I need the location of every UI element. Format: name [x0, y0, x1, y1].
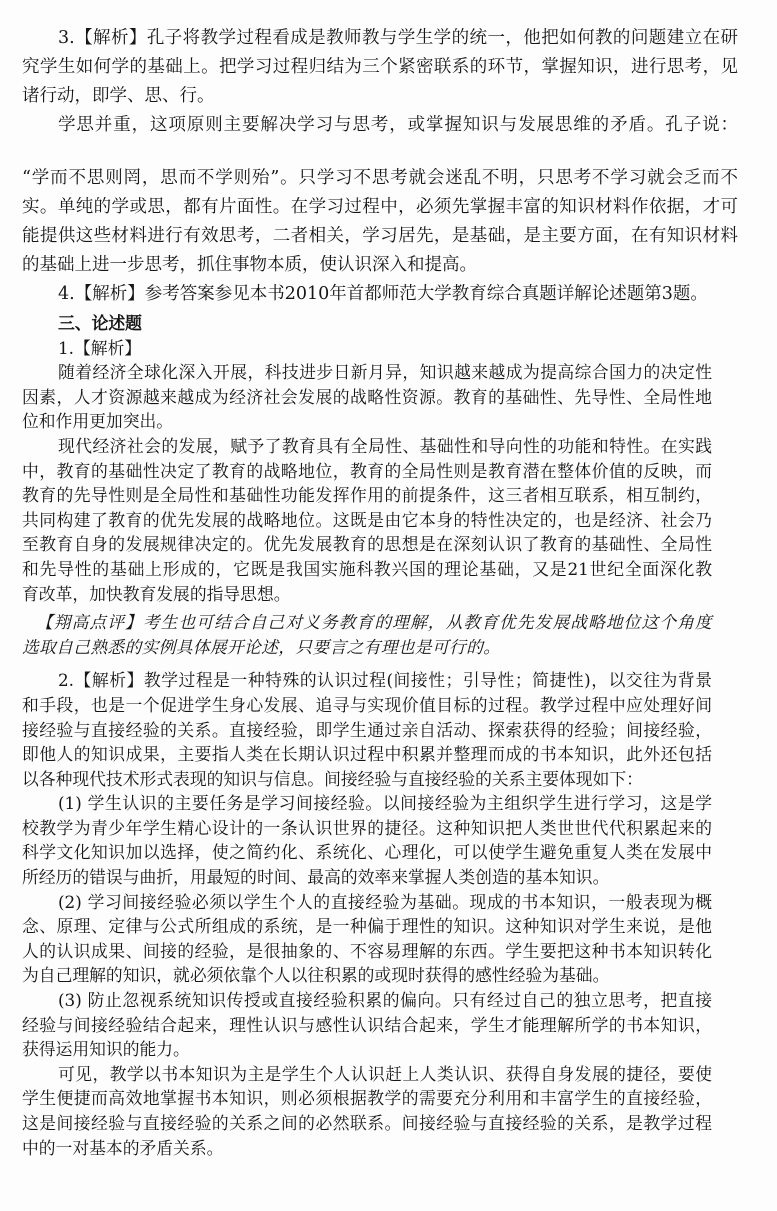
- text-line: 共同构建了教育的优先发展的战略地位。这既是由它本身的特性决定的，也是经济、社会乃: [22, 509, 712, 530]
- text-line: (2) 学习间接经验必须以学生个人的直接经验为基础。现成的书本知识，一般表现为概: [58, 891, 712, 912]
- essay-2-conclusion: [22, 1062, 712, 1160]
- text-line: 1.【解析】: [58, 337, 142, 358]
- text-line: 和手段，也是一个促进学生身心发展、追寻与实现价值目标的过程。教学过程中应处理好间: [22, 694, 712, 715]
- text-line: 获得运用知识的能力。: [22, 1039, 190, 1060]
- text-line: 因素，人才资源越来越成为经济社会发展的战略性资源。教育的基础性、先导性、全局性地: [22, 386, 712, 407]
- text-line: 选取自己熟悉的实例具体展开论述，只要言之有理也是可行的。: [22, 636, 501, 657]
- text-line: 为自己理解的知识，就必须依靠个人以往积累的或现时获得的感性经验为基础。: [22, 965, 610, 986]
- text-line: 念、原理、定律与公式所组成的系统，是一种偏于理性的知识。这种知识对学生来说，是他: [22, 916, 712, 937]
- text-line: “学而不思则罔，思而不学则殆”。只学习不思考就会迷乱不明，只思考不学习就会乏而不: [22, 168, 738, 188]
- essay-1-paragraph-2: [22, 434, 712, 606]
- essay-1-paragraph-1: [22, 360, 712, 434]
- text-line: (3) 防止忽视系统知识传授或直接经验积累的偏向。只有经过自己的独立思考，把直接: [58, 990, 712, 1011]
- text-line: 学思并重，这项原则主要解决学习与思考，或掌握知识与发展思维的矛盾。孔子说：: [58, 115, 738, 135]
- text-line: 2.【解析】教学过程是一种特殊的认识过程(间接性；引导性；简捷性)，以交往为背景: [58, 670, 712, 691]
- text-line: 经验与间接经验结合起来，理性认识与感性认识结合起来，学生才能理解所学的书本知识，: [22, 1014, 712, 1035]
- text-line: 究学生如何学的基础上。把学习过程归结为三个紧密联系的环节，掌握知识，进行思考，见: [22, 57, 738, 77]
- answer-3-paragraph: [22, 24, 738, 111]
- expert-comment: [22, 610, 712, 659]
- text-line: 教育的先导性则是全局性和基础性功能发挥作用的前提条件，这三者相互联系，相互制约，: [22, 485, 712, 506]
- text-line: 【翔高点评】考生也可结合自己对义务教育的理解，从教育优先发展战略地位这个角度: [36, 612, 712, 633]
- text-line: 现代经济社会的发展，赋予了教育具有全局性、基础性和导向性的功能和特性。在实践: [58, 435, 712, 456]
- text-line: 人的认识成果、间接的经验，是很抽象的、不容易理解的东西。学生要把这种书本知识转化: [22, 940, 712, 961]
- document-page: [22, 24, 738, 1160]
- text-line: 和先导性的基础上形成的，它既是我国实施科教兴国的理论基础，又是21世纪全面深化教: [22, 558, 712, 579]
- text-line: 科学文化知识加以选择，使之简约化、系统化、心理化，可以使学生避免重复人类在发展中: [22, 842, 712, 863]
- section-essay-questions: [22, 311, 712, 1160]
- text-line: 诸行动，即学、思、行。: [22, 86, 215, 106]
- text-line: 中，教育的基础性决定了教育的战略地位，教育的全局性则是教育潜在整体价值的反映，而: [22, 460, 712, 481]
- essay-1-label: [22, 336, 712, 361]
- text-line: 位和作用更加突出。: [22, 411, 174, 432]
- text-line: 育改革，加快教育发展的指导思想。: [22, 583, 291, 604]
- text-line: 随着经济全球化深入开展，科技进步日新月异，知识越来越成为提高综合国力的决定性: [58, 362, 712, 383]
- text-line: 学生便捷而高效地掌握书本知识，则必须根据教学的需要充分利用和丰富学生的直接经验，: [22, 1088, 712, 1109]
- text-line: 所经历的错误与曲折，用最短的时间、最高的效率来掌握人类创造的基本知识。: [22, 867, 610, 888]
- text-line: 校教学为青少年学生精心设计的一条认识世界的捷径。这种知识把人类世世代代积累起来的: [22, 817, 712, 838]
- text-line: 4.【解析】参考答案参见本书2010年首都师范大学教育综合真题详解论述题第3题。: [58, 284, 708, 304]
- text-line: 的基础上进一步思考，抓住事物本质，使认识深入和提高。: [22, 255, 477, 275]
- essay-2-point-2: [22, 890, 712, 988]
- essay-2-intro-paragraph: [22, 668, 712, 791]
- text-line: 这是间接经验与直接经验的关系之间的必然联系。间接经验与直接经验的关系，是教学过程: [22, 1113, 712, 1133]
- section-heading: [22, 311, 712, 336]
- text-line: (1) 学生认识的主要任务是学习间接经验。以间接经验为主组织学生进行学习，这是学: [58, 793, 712, 814]
- section-short-answers: [22, 24, 738, 309]
- answer-4-paragraph: [22, 280, 738, 309]
- text-line: 3.【解析】孔子将教学过程看成是教师教与学生学的统一，他把如何教的问题建立在研: [58, 28, 738, 48]
- text-line: 中的一对基本的矛盾关系。: [22, 1137, 224, 1158]
- text-line: 接经验与直接经验的关系。直接经验，即学生通过亲自活动、探索获得的经验；间接经验，: [22, 719, 712, 740]
- text-line: 以各种现代技术形式表现的知识与信息。间接经验与直接经验的关系主要体现如下：: [22, 768, 643, 789]
- text-line: 能提供这些材料进行有效思考，二者相关，学习居先，是基础，是主要方面，在有知识材料: [22, 226, 738, 246]
- learning-thinking-paragraph: [22, 111, 738, 140]
- essay-2-point-1: [22, 791, 712, 889]
- text-line: 实。单纯的学或思，都有片面性。在学习过程中，必须先掌握丰富的知识材料作依据，才可: [22, 197, 738, 217]
- essay-2-point-3: [22, 988, 712, 1062]
- text-line: 三、论述题: [58, 313, 142, 333]
- text-line: 即他人的知识成果，主要指人类在长期认识过程中积累并整理而成的书本知识，此外还包括: [22, 744, 712, 765]
- text-line: 至教育自身的发展规律决定的。优先发展教育的思想是在深刻认识了教育的基础性、全局性: [22, 534, 712, 555]
- text-line: 可见，教学以书本知识为主是学生个人认识赶上人类认识、获得自身发展的捷径，要使: [58, 1063, 712, 1084]
- confucius-quote-paragraph: [22, 164, 738, 280]
